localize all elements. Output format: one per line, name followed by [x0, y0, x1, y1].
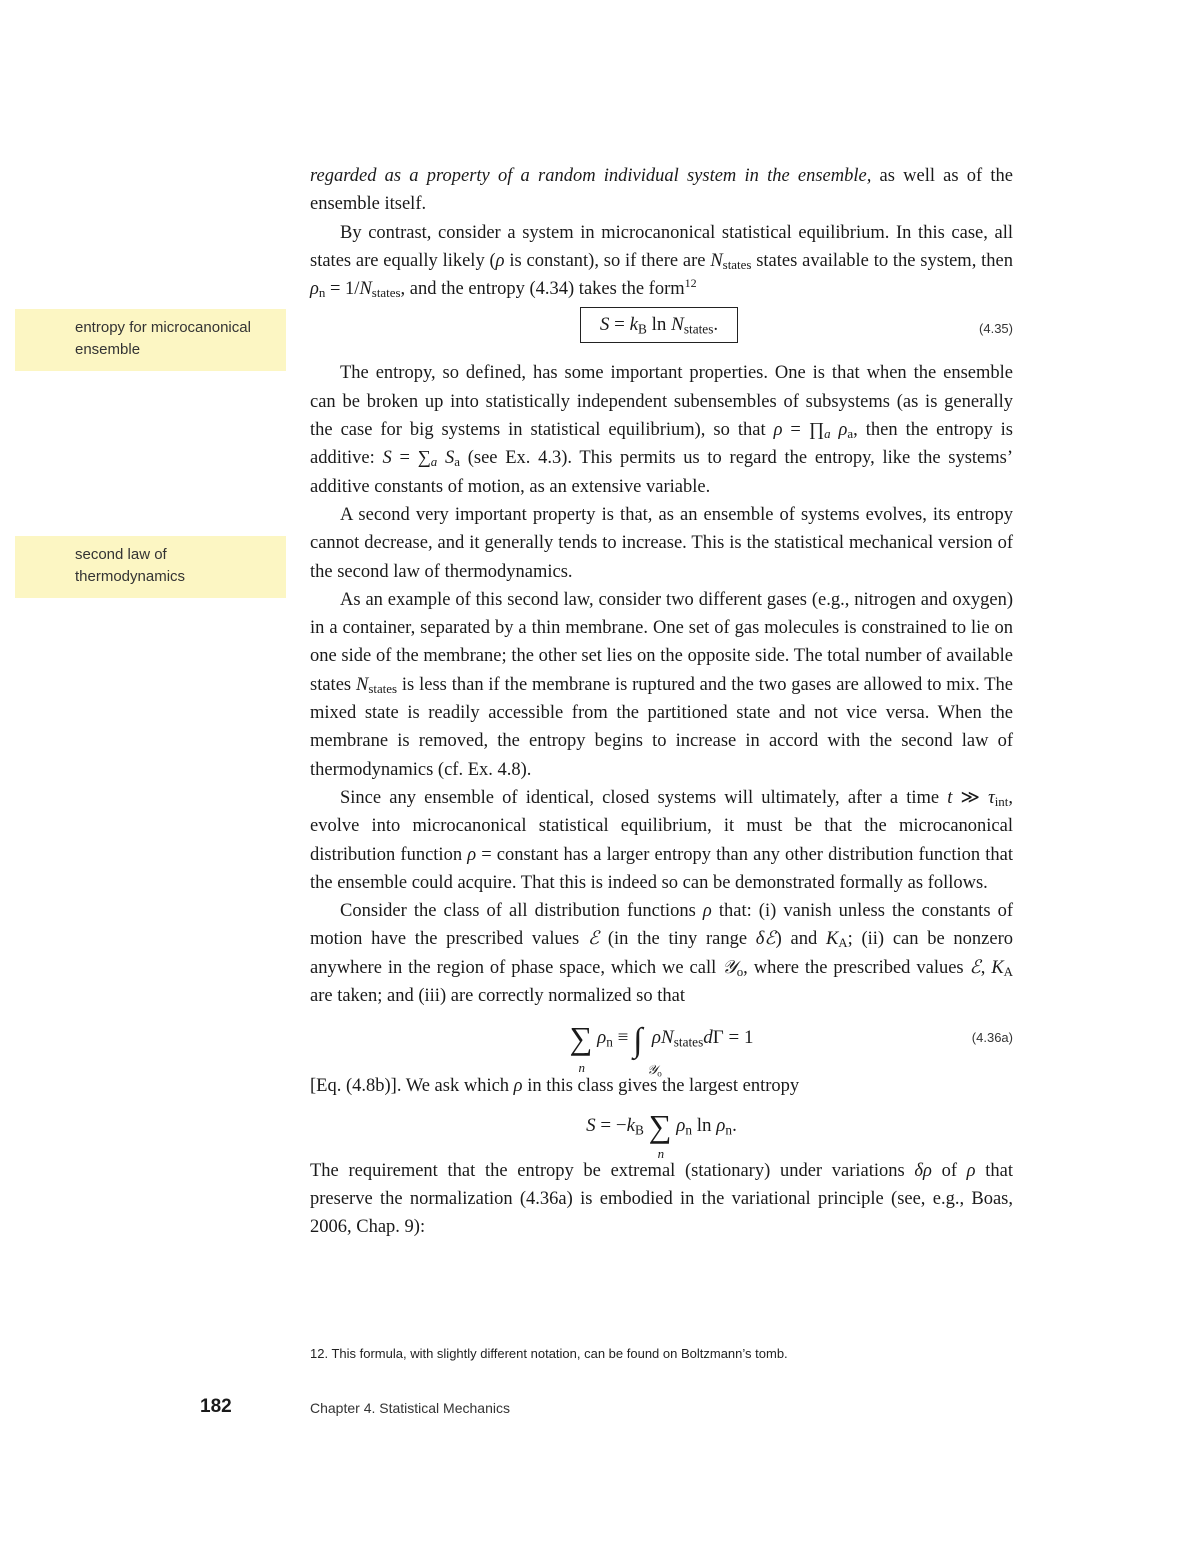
text-span: that: (i) vanish unless the constants of motion have the prescribed values [310, 901, 1013, 950]
paragraph-7: Consider the class of all distribution functions ρ that: (i) vanish unless the constants of motion have the prescribed values ℰ (in the tiny range δℰ) and $K_A$; (ii) can be nonzero anywhere in the region of phase space, which we call 𝒴$_o$, where the prescribed values ℰ, $K_A$ are taken; and (iii) are correctly normalized so that [310, 901, 1014, 1007]
text-span: (in the tiny range [599, 929, 756, 950]
text-span: that preserve the normalization (4.36a) is embodied in the variational principle (see, e.g., Boas, 2006, Chap. 9): [310, 1160, 1013, 1238]
text-span: The requirement that the entropy be extremal (stationary) under variations [310, 1160, 915, 1181]
text-span: is constant), so if there are [504, 250, 711, 271]
margin-note-text: second law of thermodynamics [75, 546, 186, 585]
paragraph-3: The entropy, so defined, has some important properties. One is that when the ensemble can be broken up into statistically independent subensembles of subsystems (as is generally the case for big systems in statistical equilibrium), so that $\rho = \prod_a$ $\rho_a$, then the entropy is additive: $S = \sum_a$ $S_a$ (see Ex. 4.3). This permits us to regard the entropy, like the systems’ additive constants of motion, as an extensive variable. [310, 363, 1014, 497]
paragraph-1 [310, 162, 1013, 219]
margin-note-text: entropy for microcanonical ensemble [75, 319, 251, 358]
paragraph-8: [Eq. (4.8b)]. We ask which ρ in this class gives the largest entropy [310, 1076, 800, 1097]
margin-note-second-law [15, 536, 286, 598]
text-span: Since any ensemble of identical, closed systems will ultimately, after a time [340, 787, 948, 808]
text-span: , where the prescribed values [743, 957, 970, 978]
equation-number: (4.36a) [971, 1030, 1013, 1046]
paragraph-4: A second very important property is that, as an ensemble of systems evolves, its entropy cannot decrease, and it generally tends to increase. This is the statistical mechanical version of the second law of thermodynamics. [310, 504, 1013, 582]
margin-note-microcanonical-entropy [15, 309, 286, 371]
text-span: = constant has a larger entropy than any other distribution function that the ensemble could acquire. That this is indeed so can be demonstrated formally as follows. [310, 844, 1014, 893]
text-span: , then the entropy is additive: [310, 420, 1014, 469]
text-span: is less than if the membrane is ruptured and the two gases are allowed to mix. The mixed state is readily accessible from the partitioned state and not vice versa. When the membrane is removed, the entropy begins to increase in accord with the second law of thermodynamics (cf. Ex. 4.8). [310, 674, 1013, 780]
equation-4-36a: ∑ n $\rho_n$ ≡ ∫ 𝒴$_o$ $\rho N_{states}d\Gamma = 1$ (4.36a) [310, 1010, 1013, 1072]
text-span: ; (ii) can be nonzero anywhere in the region of phase space, which we call [310, 929, 1014, 978]
text-span: ) and [775, 929, 826, 950]
paragraph-5: As an example of this second law, consider two different gases (e.g., nitrogen and oxygen) in a container, separated by a thin membrane. One set of gas molecules is constrained to lie on one side of the membrane; the other set lies on the opposite side. The total number of available states $N_{states}$ is less than if the membrane is ruptured and the two gases are allowed to mix. The mixed state is readily accessible from the partitioned state and not vice versa. When the membrane is removed, the entropy begins to increase in accord with the second law of thermodynamics (cf. Ex. 4.8). [310, 589, 1013, 780]
running-head: Chapter 4. Statistical Mechanics [310, 1400, 510, 1416]
boxed-entropy-formula: $S = k_B$ $\ln N_{states}$. [580, 307, 738, 343]
paragraph-9: The requirement that the entropy be extremal (stationary) under variations δρ of ρ that preserve the normalization (4.36a) is embodied in the variational principle (see, e.g., Boas, 2006, Chap. 9): [310, 1160, 1013, 1238]
text-span: The entropy, so defined, has some important properties. One is that when the ensemble can be broken up into statistically independent subensembles of subsystems (as is generally the case for big systems in statistical equilibrium), so that [310, 363, 1013, 441]
text-span: , and the entropy (4.34) takes the form [400, 279, 685, 300]
footnote: 12. This formula, with slightly different notation, can be found on Boltzmann’s tomb. [310, 1346, 788, 1361]
text-span: as well as of the ensemble itself. [310, 166, 1013, 215]
text-span: (see Ex. 4.3). This permits us to regard the entropy, like the systems’ additive constants of motion, as an extensive variable. [310, 448, 1014, 497]
text-span: Consider the class of all distribution functions [340, 901, 703, 922]
text-span: states available to the system, then [751, 250, 1013, 271]
paragraph-6: Since any ensemble of identical, closed systems will ultimately, after a time t ≫ $\tau_{int}$, evolve into microcanonical statistical equilibrium, it must be that the microcanonical distribution function ρ = constant has a larger entropy than any other distribution function that the ensemble could acquire. That this is indeed so can be demonstrated formally as follows. [310, 787, 1014, 893]
main-text [310, 162, 1013, 1242]
paragraph-2: By contrast, consider a system in microcanonical statistical equilibrium. In this case, all states are equally likely (ρ is constant), so if there are $N_{states}$ states available to the system, then $\rho_n = 1/N_{states}$, and the entropy (4.34) takes the form$^{12}$ [310, 222, 1013, 301]
page-number: 182 [200, 1396, 232, 1417]
text-span: By contrast, consider a system in microcanonical statistical equilibrium. In this case, all states are equally likely ( [310, 222, 1013, 271]
entropy-equation: $S = -k_B$ ∑ n $\rho_n$ $\ln \rho_n$. [586, 1107, 737, 1161]
equation-number: (4.35) [979, 321, 1013, 337]
text-span: [Eq. (4.8b)]. We ask which [310, 1076, 514, 1097]
text-span: are taken; and (iii) are correctly normalized so that [310, 986, 685, 1007]
text-span: in this class gives the largest entropy [522, 1076, 800, 1097]
text-span: As an example of this second law, consider two different gases (e.g., nitrogen and oxygen) in a container, separated by a thin membrane. One set of gas molecules is constrained to lie on one side of the membrane; the other set lies on the opposite side. The total number of available states [310, 589, 1013, 695]
equation-4-35 [310, 303, 1013, 359]
text-span: of [931, 1160, 967, 1181]
text-span: , evolve into microcanonical statistical equilibrium, it must be that the microcanonical distribution function [310, 787, 1013, 865]
italic-phrase: regarded as a property of a random individual system in the ensemble, [310, 166, 872, 186]
